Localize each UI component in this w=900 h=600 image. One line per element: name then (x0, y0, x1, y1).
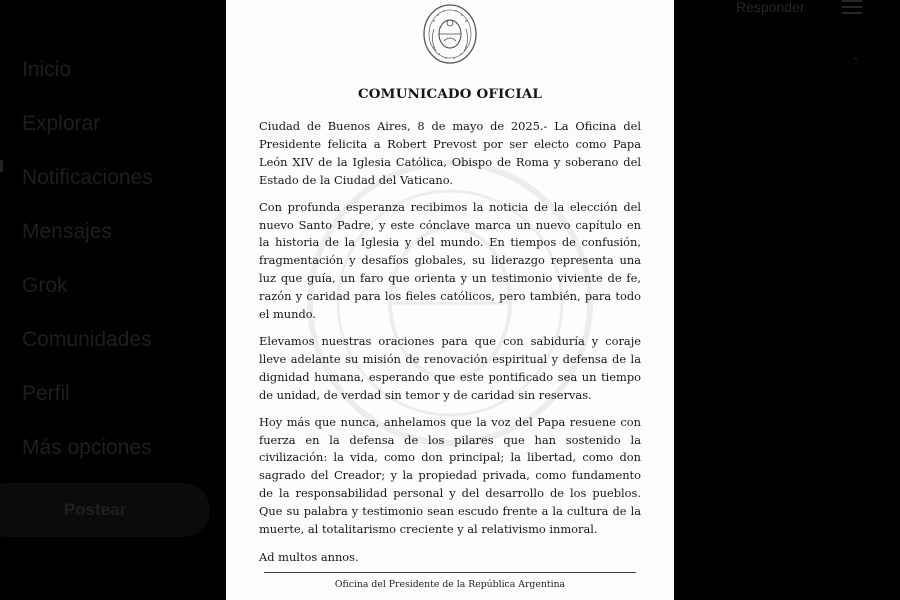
paragraph-3: Elevamos nuestras oraciones para que con sabiduría y coraje lleve adelante su misión de renovación espiritual y defensa de la dignidad humana, esperando que este pontificado sea un tiempo de unidad, de verdad sin temor y de caridad sin reservas. (259, 333, 641, 402)
sidebar-item-mensajes[interactable]: Mensajes (22, 220, 112, 243)
document-title: COMUNICADO OFICIAL (357, 86, 543, 102)
reply-button[interactable]: Responder (736, 0, 805, 15)
sidebar-item-perfil[interactable]: Perfil (22, 382, 70, 405)
chevron-down-icon[interactable]: ⌄ (852, 52, 861, 63)
sidebar-item-explorar[interactable]: Explorar (22, 112, 101, 135)
sidebar-item-mas-opciones[interactable]: Más opciones (22, 436, 152, 459)
document-body (259, 118, 641, 576)
post-button[interactable]: Postear (0, 483, 210, 537)
side-marker (0, 160, 3, 172)
paragraph-2: Con profunda esperanza recibimos la noticia de la elección del nuevo Santo Padre, y este cónclave marca un nuevo capítulo en la historia de la Iglesia y del mundo. En tiempos de confusión, fragmentación y desafíos globales, su liderazgo representa una luz que guía, un faro que orienta y un testimonio viviente de fe, razón y caridad para los fieles católicos, pero también, para todo el mundo. (259, 199, 641, 322)
closing-line: Ad multos annos. (259, 549, 359, 564)
presidential-seal-icon (422, 3, 478, 65)
document-footer: Oficina del Presidente de la República Argentina (334, 579, 566, 590)
paragraph-4: Hoy más que nunca, anhelamos que la voz del Papa resuene con fuerza en la defensa de los pilares que han sostenido la civilización: la vida, como don principal; la libertad, como don sagrado del Creador; y la propiedad privada, como fundamento de la responsabilidad personal y del desarrollo de los pueblos. Que su palabra y testimonio sean escudo frente a la cultura de la muerte, al totalitarismo creciente y al relativismo inmoral. (259, 414, 641, 537)
sidebar-item-comunidades[interactable]: Comunidades (22, 328, 152, 351)
sidebar-item-grok[interactable]: Grok (22, 274, 68, 297)
sidebar-item-inicio[interactable]: Inicio (22, 58, 72, 81)
footer-divider (264, 572, 636, 573)
document-image (226, 0, 674, 600)
menu-icon[interactable] (842, 0, 862, 14)
paragraph-1: Ciudad de Buenos Aires, 8 de mayo de 2025.- La Oficina del Presidente felicita a Robert Prevost por ser electo como Papa León XIV de la Iglesia Católica, Obispo de Roma y soberano del Estado de la Ciudad del Vaticano. (259, 119, 641, 187)
sidebar-item-notificaciones[interactable]: Notificaciones (22, 166, 153, 189)
